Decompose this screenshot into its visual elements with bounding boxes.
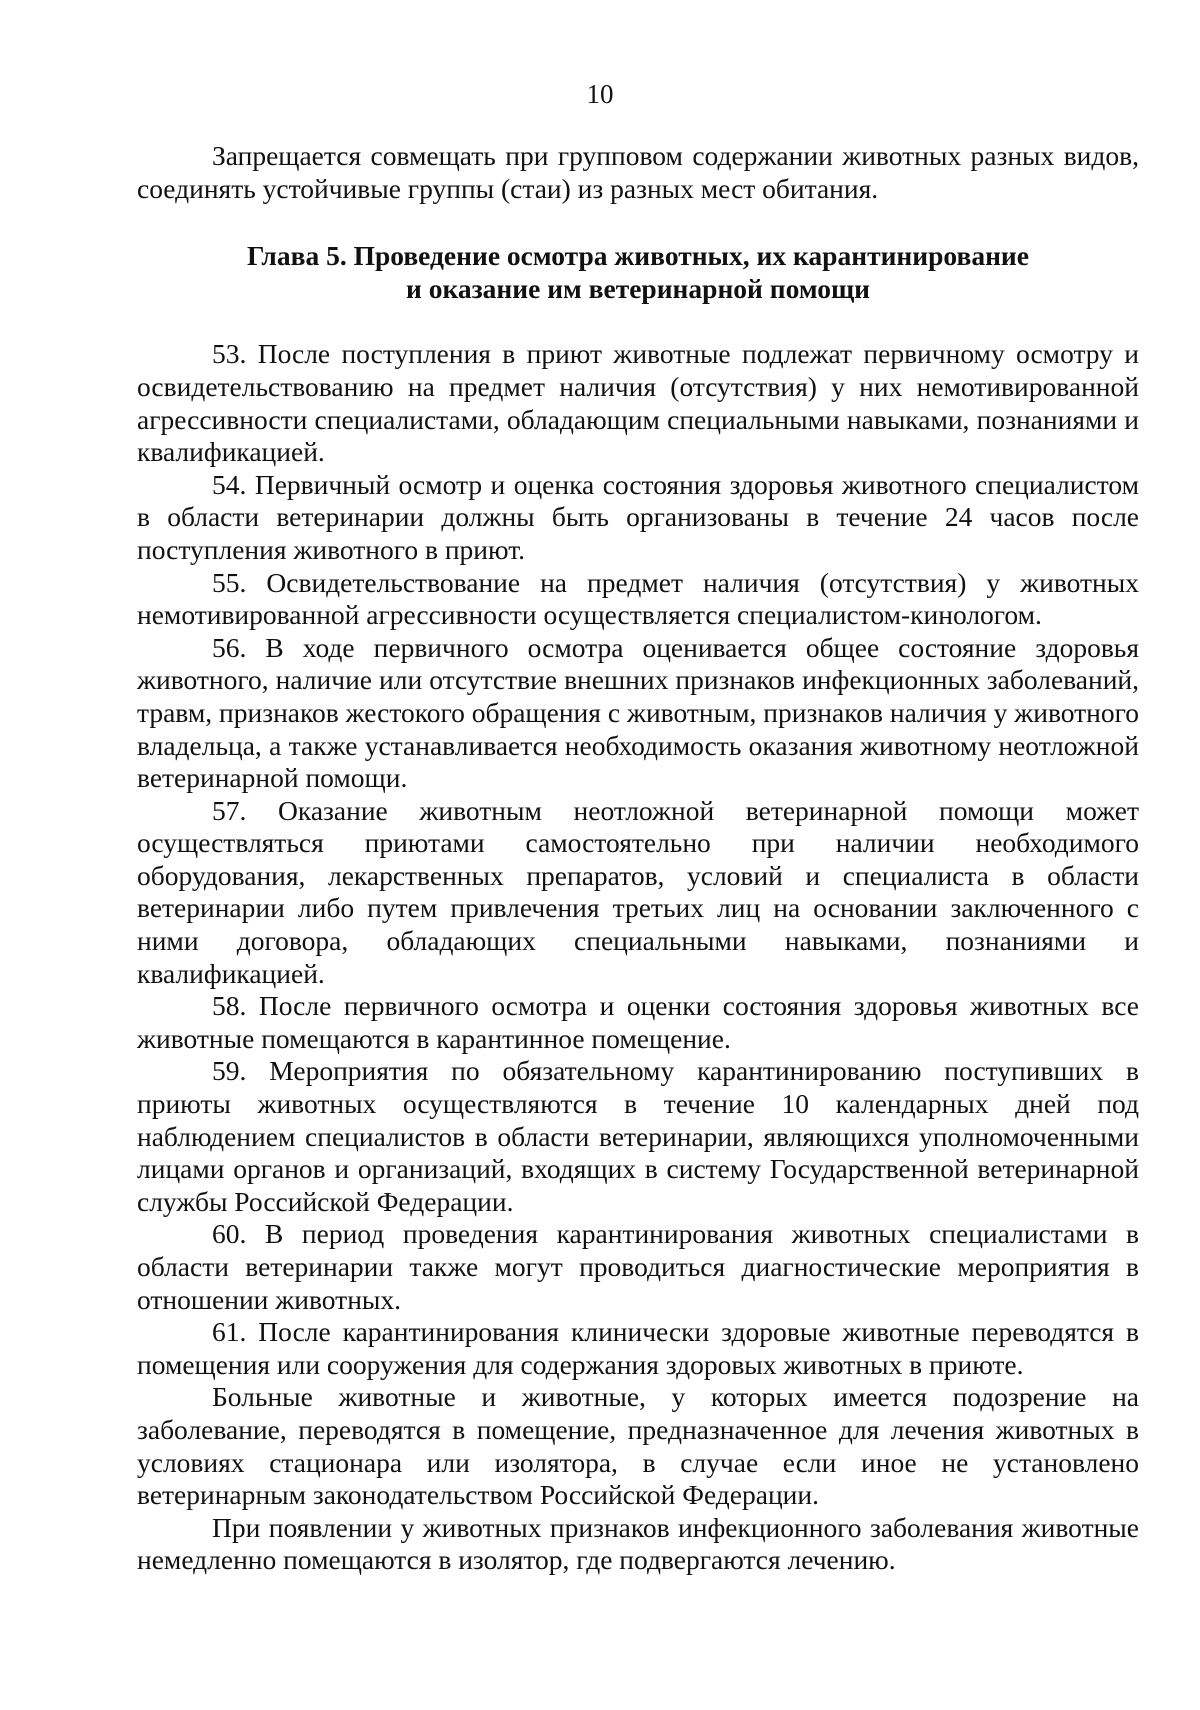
paragraph-54: 54. Первичный осмотр и оценка состояния здоровья животного специалистом в области ветеринарии должны быть организованы в течение 24 часов после поступления животного в приют. (137, 468, 1139, 565)
paragraph-59: 59. Мероприятия по обязательному карантинированию поступивших в приюты животных осуществляются в течение 10 календарных дней под наблюдением специалистов в области ветеринарии, являющихся уполномоченными лицами органов и организаций, входящих в систему Государственной ветеринарной службы Российской Федерации. (137, 1055, 1139, 1217)
paragraph-61: 61. После карантинирования клинически здоровые животные переводятся в помещения или сооружения для содержания здоровых животных в приюте. (137, 1316, 1139, 1380)
chapter-heading (137, 240, 1139, 305)
document-body (137, 140, 1139, 1577)
intro-paragraph: Запрещается совмещать при групповом содержании животных разных видов, соединять устойчивые группы (стаи) из разных мест обитания. (137, 140, 1139, 204)
paragraph-57: 57. Оказание животным неотложной ветеринарной помощи может осуществляться приютами самостоятельно при наличии необходимого оборудования, лекарственных препаратов, условий и специалиста в области ветеринарии либо путем привлечения третьих лиц на основании заключенного с ними договора, обладающих специальными навыками, познаниями и квалификацией. (137, 794, 1139, 989)
paragraph-55: 55. Освидетельствование на предмет наличия (отсутствия) у животных немотивированной агрессивности осуществляется специалистом-кинологом. (137, 566, 1139, 631)
paragraph-61-sick-animals: Больные животные и животные, у которых имеется подозрение на заболевание, переводятся в помещение, предназначенное для лечения животных в условиях стационара или изолятора, в случае если иное не установлено ветеринарным законодательством Российской Федерации. (137, 1381, 1139, 1511)
paragraph-53: 53. После поступления в приют животные подлежат первичному осмотру и освидетельствованию на предмет наличия (отсутствия) у них немотивированной агрессивности специалистами, обладающим специальными навыками, познаниями и квалификацией. (137, 338, 1139, 468)
chapter-title-line-2: и оказание им ветеринарной помощи (405, 272, 871, 304)
paragraph-58: 58. После первичного осмотра и оценки состояния здоровья животных все животные помещаются в карантинное помещение. (137, 990, 1139, 1054)
paragraph-61-infection: При появлении у животных признаков инфекционного заболевания животные немедленно помещаются в изолятор, где подвергаются лечению. (137, 1511, 1139, 1576)
chapter-title-line-1: Глава 5. Проведение осмотра животных, их карантинирование (247, 240, 1029, 272)
page-number: 10 (586, 79, 614, 109)
paragraph-60: 60. В период проведения карантинирования животных специалистами в области ветеринарии также могут проводиться диагностические мероприятия в отношении животных. (137, 1218, 1139, 1315)
paragraph-56: 56. В ходе первичного осмотра оценивается общее состояние здоровья животного, наличие или отсутствие внешних признаков инфекционных заболеваний, травм, признаков жестокого обращения с животным, признаков наличия у животного владельца, а также устанавливается необходимость оказания животному неотложной ветеринарной помощи. (137, 631, 1139, 794)
